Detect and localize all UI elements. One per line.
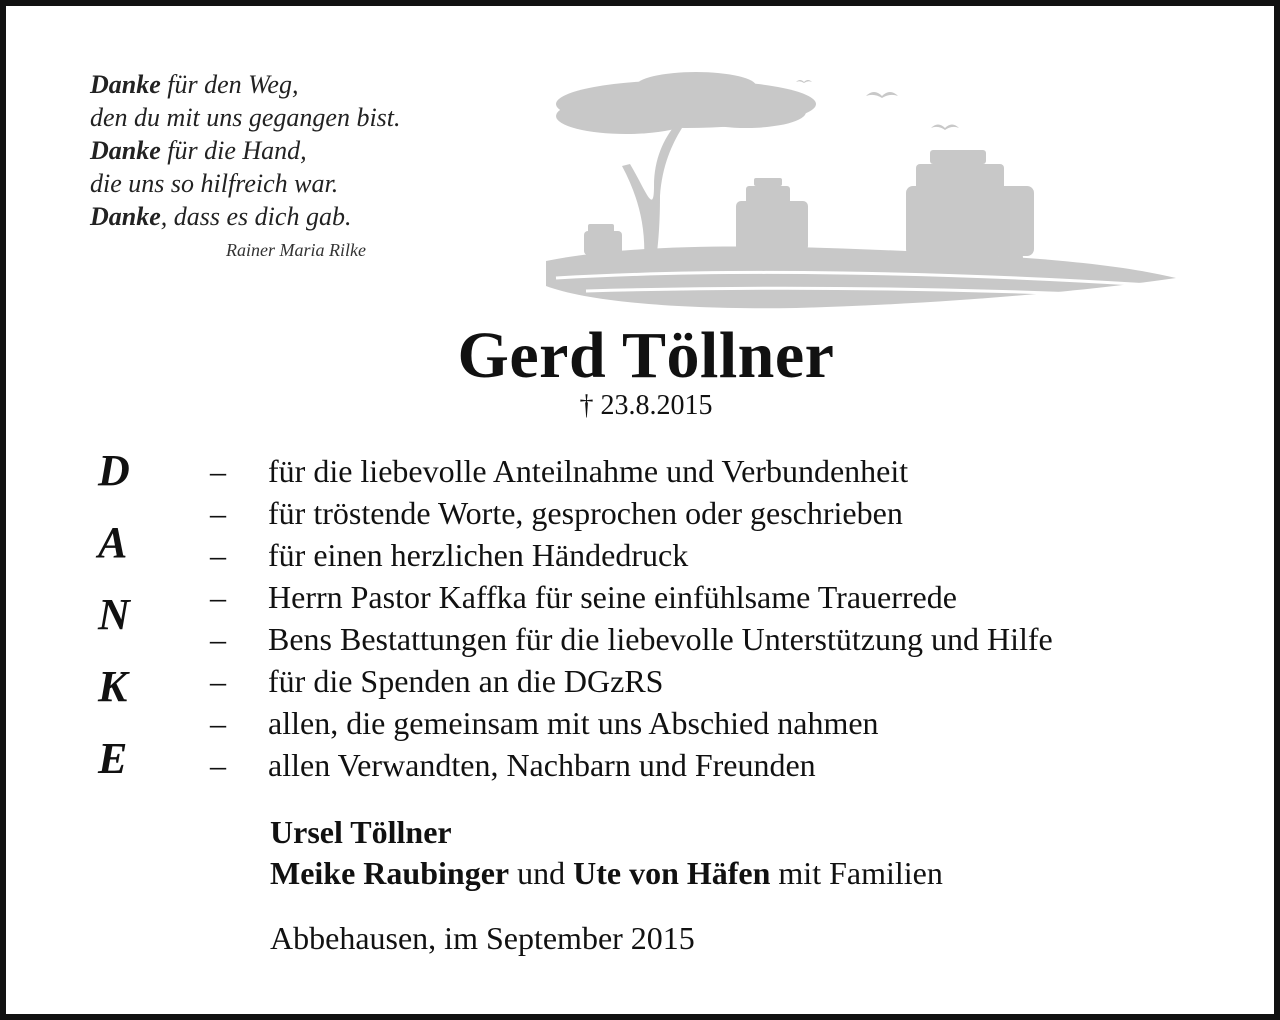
thanks-text: für die Spenden an die DGzRS — [268, 663, 664, 699]
poem-text: den du mit uns gegangen bist. — [90, 103, 401, 132]
deceased-name: Gerd Töllner — [457, 319, 835, 392]
poem-text: für den Weg, — [160, 70, 299, 99]
dash: – — [210, 663, 226, 699]
thanks-text: für tröstende Worte, gesprochen oder geschrieben — [268, 495, 903, 531]
poem-line — [90, 68, 401, 101]
poem-line — [90, 101, 401, 134]
tree-trunk — [622, 124, 682, 261]
poem-line — [90, 200, 401, 233]
poem-text: die uns so hilfreich war. — [90, 169, 339, 198]
danke-letter: N — [98, 590, 130, 639]
danke-letter: E — [98, 734, 128, 783]
poem-line — [90, 134, 401, 167]
thanks-text: Bens Bestattungen für die liebevolle Unterstützung und Hilfe — [268, 621, 1053, 657]
thanks-text: Herrn Pastor Kaffka für seine einfühlsame Trauerrede — [268, 579, 957, 615]
signature-line-1: Ursel Töllner — [270, 814, 452, 850]
danke-letter: D — [98, 446, 130, 495]
middle-jeep — [736, 201, 808, 251]
signature-suffix: mit Familien — [770, 855, 943, 891]
poem-keyword: Danke — [90, 136, 161, 165]
poem — [90, 68, 401, 260]
savanna-jeeps-illustration — [526, 46, 1206, 316]
dash: – — [210, 705, 226, 741]
dash: – — [210, 495, 226, 531]
signature-name: Meike Raubinger — [270, 855, 510, 891]
poem-text: , dass es dich gab. — [160, 202, 352, 231]
poem-author: Rainer Maria Rilke — [226, 240, 366, 260]
ground-shape — [546, 247, 1176, 309]
thanks-text: allen Verwandten, Nachbarn und Freunden — [268, 747, 816, 783]
poem-line — [90, 167, 401, 200]
signature-and: und — [509, 855, 574, 891]
bird-icon — [796, 80, 812, 83]
bird-icon — [866, 92, 898, 98]
thanks-text: für einen herzlichen Händedruck — [268, 537, 689, 573]
danke-letter: A — [98, 518, 128, 567]
poem-keyword: Danke — [90, 70, 161, 99]
thanks-text: allen, die gemeinsam mit uns Abschied nahmen — [268, 705, 879, 741]
signature-name: Ute von Häfen — [573, 855, 771, 891]
thanks-text: für die liebevolle Anteilnahme und Verbundenheit — [268, 453, 909, 489]
dash: – — [210, 579, 226, 615]
dash: – — [210, 621, 226, 657]
dash: – — [210, 453, 226, 489]
death-date: † 23.8.2015 — [579, 390, 713, 421]
small-jeep — [584, 231, 622, 255]
danke-letter: K — [98, 662, 128, 711]
dash: – — [210, 537, 226, 573]
place-date: Abbehausen, im September 2015 — [270, 920, 695, 956]
signature-line-2 — [270, 853, 943, 893]
bird-icon — [931, 125, 959, 131]
dash: – — [210, 747, 226, 783]
poem-text: für die Hand, — [160, 136, 307, 165]
big-jeep — [906, 186, 1034, 256]
poem-keyword: Danke — [90, 202, 161, 231]
